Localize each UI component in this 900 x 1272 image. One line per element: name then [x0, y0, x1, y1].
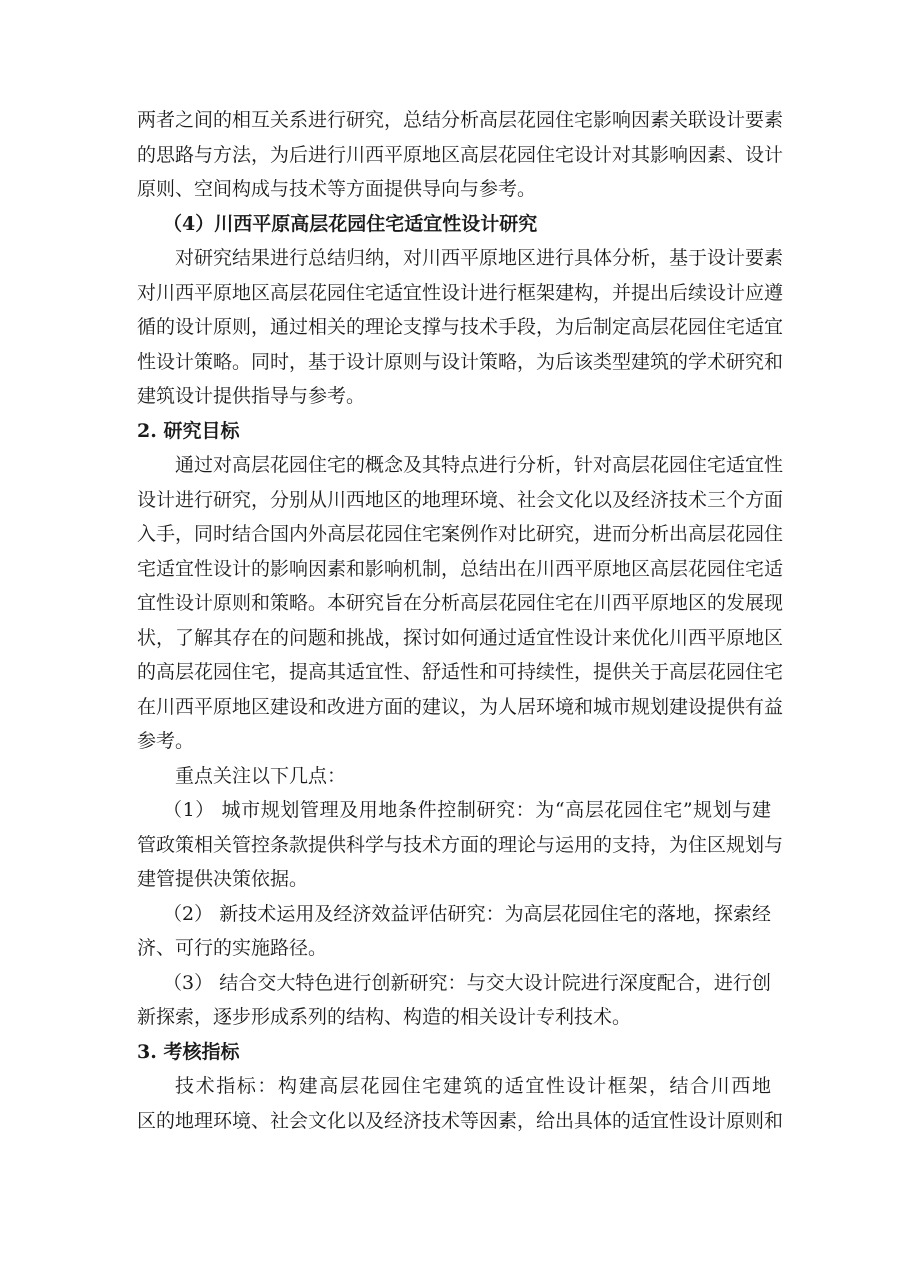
text-line: 建管提供决策依据。 [137, 868, 309, 890]
text-line: 入手，同时结合国内外高层花园住宅案例作对比研究，进而分析出高层花园住 [137, 523, 784, 545]
text-line: （1） 城市规划管理及用地条件控制研究：为“高层花园住宅”规划与建 [163, 799, 771, 821]
text-line: 设计进行研究，分别从川西地区的地理环境、社会文化以及经济技术三个方面 [137, 488, 784, 511]
text-line: 原则、空间构成与技术等方面提供导向与参考。 [137, 178, 537, 200]
text-line: 循的设计原则，通过相关的理论支撑与技术手段，为后制定高层花园住宅适宜 [137, 316, 784, 338]
text-line: 区的地理环境、社会文化以及经济技术等因素，给出具体的适宜性设计原则和 [137, 1109, 784, 1132]
text-line: 的思路与方法，为后进行川西平原地区高层花园住宅设计对其影响因素、设计 [137, 143, 784, 166]
text-line: 管政策相关管控条款提供科学与技术方面的理论与运用的支持，为住区规划与 [137, 833, 784, 856]
text-line: 通过对高层花园住宅的概念及其特点进行分析，针对高层花园住宅适宜性 [175, 454, 784, 476]
text-line: （4）川西平原高层花园住宅适宜性设计研究 [163, 212, 538, 235]
text-line: 在川西平原地区建设和改进方面的建议，为人居环境和城市规划建设提供有益 [137, 695, 784, 718]
text-line: 重点关注以下几点： [175, 764, 347, 787]
text-line: 3. 考核指标 [137, 1040, 240, 1063]
text-line: 宜性设计原则和策略。本研究旨在分析高层花园住宅在川西平原地区的发展现 [137, 592, 784, 614]
text-line: 技术指标：构建高层花园住宅建筑的适宜性设计框架，结合川西地 [175, 1075, 771, 1097]
text-line: 新探索，逐步形成系列的结构、构造的相关设计专利技术。 [137, 1006, 632, 1028]
text-line: （3） 结合交大特色进行创新研究：与交大设计院进行深度配合，进行创 [163, 971, 771, 994]
text-line: 两者之间的相互关系进行研究，总结分析高层花园住宅影响因素关联设计要素 [137, 109, 784, 131]
document-body [137, 103, 784, 1138]
text-line: 2. 研究目标 [137, 419, 240, 442]
text-line: 状，了解其存在的问题和挑战，探讨如何通过适宜性设计来优化川西平原地区 [137, 626, 784, 649]
text-line: 的高层花园住宅，提高其适宜性、舒适性和可持续性，提供关于高层花园住宅 [137, 661, 784, 683]
text-line: （2） 新技术运用及经济效益评估研究：为高层花园住宅的落地，探索经 [163, 902, 771, 925]
text-line: 宅适宜性设计的影响因素和影响机制，总结出在川西平原地区高层花园住宅适 [137, 557, 784, 580]
text-line: 对研究结果进行总结归纳，对川西平原地区进行具体分析，基于设计要素 [175, 247, 784, 269]
text-line: 对川西平原地区高层花园住宅适宜性设计进行框架建构，并提出后续设计应遵 [137, 281, 784, 304]
text-line: 济、可行的实施路径。 [137, 937, 328, 959]
text-line: 性设计策略。同时，基于设计原则与设计策略，为后该类型建筑的学术研究和 [137, 350, 784, 373]
text-line: 建筑设计提供指导与参考。 [137, 385, 366, 407]
text-line: 参考。 [137, 730, 195, 752]
